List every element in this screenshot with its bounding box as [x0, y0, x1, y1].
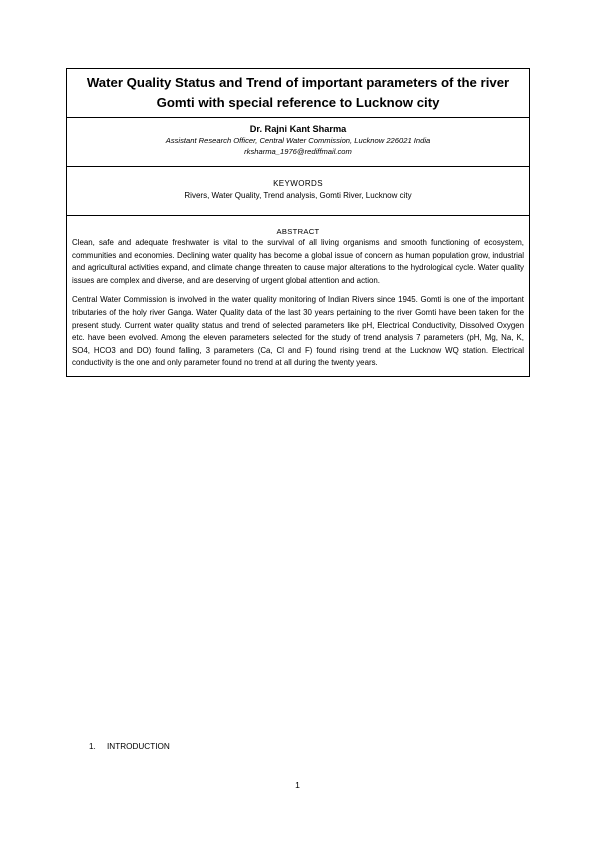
paper-title: Water Quality Status and Trend of important parameters of the river Gomti with special reference to Lucknow city [86, 75, 510, 110]
author-cell [67, 118, 529, 167]
author-name: Dr. Rajni Kant Sharma [249, 124, 347, 134]
title-cell [67, 69, 529, 118]
section-title: INTRODUCTION [107, 742, 170, 751]
abstract-paragraph-1: Clean, safe and adequate freshwater is vital to the survival of all living organisms and smooth functioning of ecosystem, communities and economies. Declining water quality has become a global issue of concern as human population grow, industrial and agricultural activities expand, and climate change threaten to cause major alterations to the hydrological cycle. Water quality issues are complex and diverse, and are deserving of urgent global attention and action. [72, 238, 524, 285]
keywords-heading: KEYWORDS [273, 179, 323, 188]
keywords-cell [67, 167, 529, 216]
keywords-list: Rivers, Water Quality, Trend analysis, Gomti River, Lucknow city [184, 191, 412, 200]
section-heading-introduction [89, 742, 170, 751]
page-number: 1 [295, 780, 300, 790]
abstract-cell [67, 216, 529, 376]
abstract-paragraph-2: Central Water Commission is involved in the water quality monitoring of Indian Rivers since 1945. Gomti is one of the important tributaries of the holy river Ganga. Water Quality data of the last 30 years pertaining to the river Gomti have been taken for the present study. Current water quality status and trend of selected parameters like pH, Electrical Conductivity, Dissolved Oxygen etc. have been evolved. Among the eleven parameters selected for the study of trend analysis 7 parameters (pH, Mg, Na, K, SO4, HCO3 and DO) found falling, 3 parameters (Ca, Cl and F) found rising trend at the Lucknow WQ station. Electrical conductivity is the one and only parameter found no trend at all during the twenty years. [72, 295, 524, 368]
author-email: rksharma_1976@rediffmail.com [244, 147, 352, 156]
title-block-table [66, 68, 530, 377]
section-number: 1. [89, 742, 96, 751]
author-affiliation: Assistant Research Officer, Central Water Commission, Lucknow 226021 India [165, 136, 431, 145]
abstract-heading: ABSTRACT [276, 227, 320, 236]
